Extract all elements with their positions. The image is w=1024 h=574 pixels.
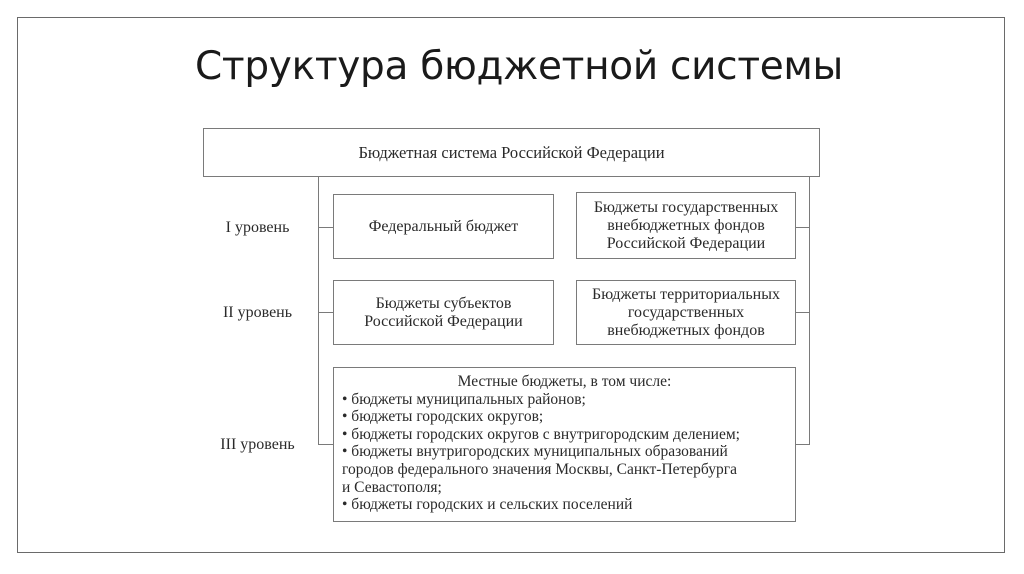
box-line: Российской Федерации [606, 234, 766, 252]
local-budgets-heading: Местные бюджеты, в том числе: [457, 373, 672, 390]
box-state-extrabudgetary-funds [576, 192, 796, 259]
box-line: Бюджеты территориальных [592, 285, 780, 303]
root-box-label: Бюджетная система Российской Федерации [358, 142, 665, 162]
box-line: Бюджеты государственных [593, 198, 779, 216]
connector-left-to-federal [318, 227, 333, 228]
list-item: • бюджеты муниципальных районов; [342, 390, 586, 408]
box-federal-budget-label: Федеральный бюджет [368, 217, 519, 235]
connector-left-to-subjects [318, 312, 333, 313]
box-line: внебюджетных фондов [607, 216, 765, 234]
list-item: • бюджеты городских округов с внутригородским делением; [342, 425, 740, 443]
connector-left-vertical [318, 177, 319, 445]
box-line: государственных [627, 303, 745, 321]
box-line: внебюджетных фондов [607, 321, 765, 339]
box-federal-budget [333, 194, 554, 259]
level-label-2: II уровень [222, 304, 293, 321]
list-item: • бюджеты внутригородских муниципальных образований [342, 443, 728, 461]
box-local-budgets [333, 367, 796, 522]
slide-title: Структура бюджетной системы [195, 44, 844, 89]
root-box-budget-system [203, 128, 820, 177]
connector-right-to-funds [796, 227, 810, 228]
list-item: городов федерального значения Москвы, Санкт-Петербурга [342, 460, 737, 478]
connector-right-to-territorial [796, 312, 810, 313]
level-label-3: III уровень [220, 436, 295, 453]
box-subject-budgets [333, 280, 554, 345]
list-item: и Севастополя; [342, 478, 442, 496]
connector-right-vertical [809, 177, 810, 445]
box-line: Бюджеты субъектов [375, 294, 512, 312]
connector-left-to-local [318, 444, 333, 445]
list-item: • бюджеты городских округов; [342, 408, 544, 426]
box-line: Российской Федерации [364, 312, 523, 330]
list-item: • бюджеты городских и сельских поселений [342, 496, 633, 514]
level-label-1: I уровень [225, 219, 290, 236]
box-territorial-funds [576, 280, 796, 345]
connector-right-to-local [796, 444, 810, 445]
